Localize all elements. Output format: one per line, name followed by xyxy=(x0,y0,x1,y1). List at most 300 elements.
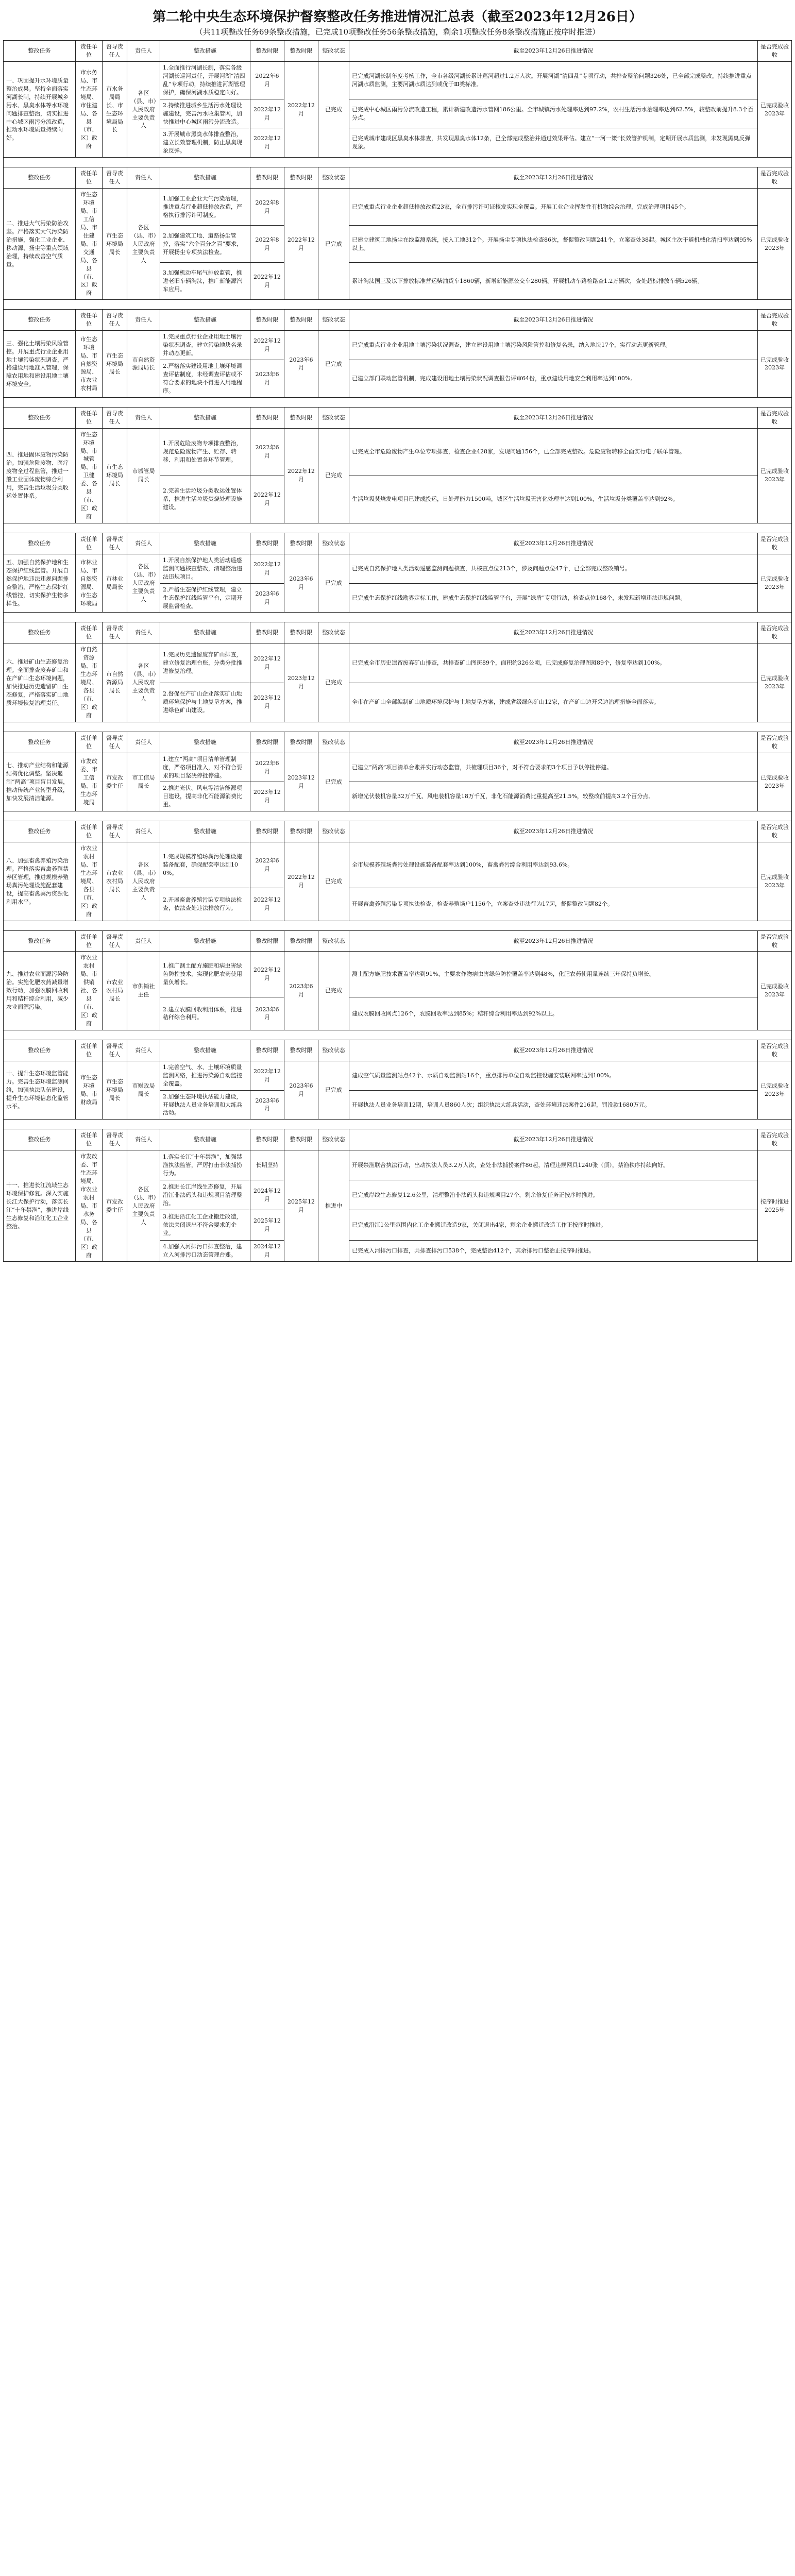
table-row xyxy=(4,842,792,888)
measure-cell: 2.完善生活垃圾分类收运处置体系，推进生活垃圾焚烧处理设施建设。 xyxy=(160,476,250,523)
deadline-cell: 2022年12月 xyxy=(250,99,284,128)
column-header-responsible: 责任人 xyxy=(127,407,160,428)
column-header-deadline: 整改时限 xyxy=(250,622,284,643)
column-header-target-deadline: 整改时限 xyxy=(284,167,318,189)
column-header-status: 整改状态 xyxy=(318,732,349,753)
column-header-status: 整改状态 xyxy=(318,167,349,189)
measure-cell: 2.建立农膜回收利用体系，推进秸秆综合利用。 xyxy=(160,997,250,1030)
column-header-leader: 督导责任人 xyxy=(103,533,127,554)
column-header-measure: 整改措施 xyxy=(160,930,250,952)
section-spacer-cell xyxy=(4,397,792,407)
target-deadline-cell: 2023年6月 xyxy=(284,331,318,398)
section-spacer-cell xyxy=(4,300,792,310)
measure-cell: 1.完善空气、水、土壤环境质量监测网络，推进污染源自动监控全覆盖。 xyxy=(160,1061,250,1090)
leader-cell: 市发改委主任 xyxy=(103,753,127,811)
column-header-status: 整改状态 xyxy=(318,1129,349,1150)
section-spacer xyxy=(4,1030,792,1040)
progress-cell: 开展执法人员业务培训12期，培训人员860人次；组织执法大练兵活动，查处环境违法案件216起，罚没款1680万元。 xyxy=(349,1090,758,1120)
acceptance-cell xyxy=(758,753,792,811)
acceptance-cell xyxy=(758,189,792,300)
section-spacer-cell xyxy=(4,523,792,533)
column-header-responsible: 责任人 xyxy=(127,622,160,643)
column-header-status: 整改状态 xyxy=(318,821,349,842)
task-cell: 七、推动产业结构和能源结构优化调整。坚决遏制“两高”项目盲目发展，推动传统产业转型升级，加快发展清洁能源。 xyxy=(4,753,76,811)
status-cell: 已完成 xyxy=(318,331,349,398)
progress-cell: 生活垃圾焚烧发电项目已建成投运，日处理能力1500吨，城区生活垃圾无害化处理率达到100%，生活垃圾分类覆盖率达到92%。 xyxy=(349,476,758,523)
status-cell: 已完成 xyxy=(318,753,349,811)
column-header-status: 整改状态 xyxy=(318,622,349,643)
acceptance-status: 已完成验收 xyxy=(760,675,789,682)
column-header-responsible: 责任人 xyxy=(127,821,160,842)
table-row xyxy=(4,331,792,360)
accept-time: 2023年 xyxy=(765,882,785,889)
unit-cell: 市发改委、市工信局、市生态环境局 xyxy=(76,753,103,811)
column-header-progress-2023: 截至2023年12月26日推进情况 xyxy=(349,533,758,554)
deadline-cell: 2022年12月 xyxy=(250,1061,284,1090)
column-header-task: 整改任务 xyxy=(4,1129,76,1150)
table-row xyxy=(4,189,792,226)
acceptance-status: 已完成验收 xyxy=(760,873,789,880)
table-row xyxy=(4,554,792,583)
acceptance-status: 已完成验收 xyxy=(760,468,789,475)
column-header-status: 整改状态 xyxy=(318,407,349,428)
column-header-target-deadline: 整改时限 xyxy=(284,732,318,753)
status-cell: 已完成 xyxy=(318,952,349,1030)
acceptance-cell xyxy=(758,1150,792,1262)
leader-cell: 市生态环境局局长 xyxy=(103,189,127,300)
leader-cell: 市农业农村局局长 xyxy=(103,952,127,1030)
column-header-status: 整改状态 xyxy=(318,533,349,554)
section-spacer-cell xyxy=(4,722,792,732)
column-header-unit: 责任单位 xyxy=(76,1040,103,1061)
deadline-cell: 2023年6月 xyxy=(250,997,284,1030)
acceptance-cell xyxy=(758,331,792,398)
unit-cell: 市林业局、市自然资源局、市生态环境局 xyxy=(76,554,103,613)
deadline-cell: 2022年6月 xyxy=(250,428,284,476)
column-header-responsible: 责任人 xyxy=(127,1040,160,1061)
table-row xyxy=(4,952,792,997)
table-row xyxy=(4,643,792,683)
column-header-responsible: 责任人 xyxy=(127,732,160,753)
column-header-target-deadline: 整改时限 xyxy=(284,41,318,62)
responsible-cell: 市财政局局长 xyxy=(127,1061,160,1120)
task-cell: 五、加强自然保护地和生态保护红线监管。开展自然保护地违法违规问题排查整治，严格生态保护红线管控，切实保护生物多样性。 xyxy=(4,554,76,613)
unit-cell: 市农业农村局、市供销社、各县（市、区）政府 xyxy=(76,952,103,1030)
measure-cell: 1.落实长江“十年禁渔”，加强禁渔执法监管，严厉打击非法捕捞行为。 xyxy=(160,1150,250,1180)
column-header-acceptance: 是否完成验收 xyxy=(758,533,792,554)
section-spacer xyxy=(4,300,792,310)
column-header-measure: 整改措施 xyxy=(160,1129,250,1150)
accept-time: 2023年 xyxy=(765,991,785,998)
column-header-deadline: 整改时限 xyxy=(250,167,284,189)
column-header-deadline: 整改时限 xyxy=(250,732,284,753)
column-header-unit: 责任单位 xyxy=(76,407,103,428)
task-cell: 九、推进农业面源污染防治。实施化肥农药减量增效行动，加强农膜回收利用和秸秆综合利用，减少农业面源污染。 xyxy=(4,952,76,1030)
column-header-measure: 整改措施 xyxy=(160,732,250,753)
section-spacer xyxy=(4,811,792,821)
leader-cell: 市水务局局长、市生态环境局局长 xyxy=(103,61,127,157)
measure-cell: 1.推广测土配方施肥和病虫害绿色防控技术，实现化肥农药使用量负增长。 xyxy=(160,952,250,997)
column-header-progress-2023: 截至2023年12月26日推进情况 xyxy=(349,622,758,643)
progress-cell: 新增光伏装机容量32万千瓦、风电装机容量18万千瓦，非化石能源消费比重提高至21.5%，较整改前提高3.2个百分点。 xyxy=(349,782,758,811)
document-subtitle: （共11项整改任务69条整改措施，已完成10项整改任务56条整改措施，剩余1项整改任务8条整改措施正按序时推进） xyxy=(195,27,600,37)
column-header-progress-2023: 截至2023年12月26日推进情况 xyxy=(349,407,758,428)
leader-cell: 市发改委主任 xyxy=(103,1150,127,1262)
deadline-cell: 2025年12月 xyxy=(250,1210,284,1240)
unit-cell: 市自然资源局、市生态环境局、各县（市、区）政府 xyxy=(76,643,103,722)
task-cell: 四、推进固体废物污染防治。加强危险废物、医疗废物全过程监管，推进一般工业固体废物综合利用，完善生活垃圾分类收运处置体系。 xyxy=(4,428,76,523)
column-header-acceptance: 是否完成验收 xyxy=(758,622,792,643)
measure-cell: 2.督促在产矿山企业落实矿山地质环境保护与土地复垦方案，推进绿色矿山建设。 xyxy=(160,683,250,722)
deadline-cell: 2022年12月 xyxy=(250,476,284,523)
target-deadline-cell: 2023年12月 xyxy=(284,753,318,811)
column-header-task: 整改任务 xyxy=(4,821,76,842)
column-header-unit: 责任单位 xyxy=(76,310,103,331)
acceptance-status: 已完成验收 xyxy=(760,1082,789,1090)
column-header-responsible: 责任人 xyxy=(127,930,160,952)
task-cell: 一、巩固提升水环境质量整治成果。坚持全面落实河湖长制，持续开展城乡污水、黑臭水体等水环境问题排查整治，切实推进中心城区雨污分流改造，推动水环境质量持续向好。 xyxy=(4,61,76,157)
column-header-status: 整改状态 xyxy=(318,41,349,62)
table-row xyxy=(4,1150,792,1180)
measure-cell: 1.建立“两高”项目清单管理制度，严格项目准入，对不符合要求的项目坚决停批停建。 xyxy=(160,753,250,782)
responsible-cell: 各区（县、市）人民政府主要负责人 xyxy=(127,189,160,300)
measure-cell: 2.加强生态环境执法能力建设，开展执法人员业务培训和大练兵活动。 xyxy=(160,1090,250,1120)
unit-cell: 市生态环境局、市城管局、市卫健委、各县（市、区）政府 xyxy=(76,428,103,523)
responsible-cell: 市城管局局长 xyxy=(127,428,160,523)
section-spacer xyxy=(4,1120,792,1129)
deadline-cell: 2022年12月 xyxy=(250,554,284,583)
table-header-row xyxy=(4,533,792,554)
column-header-measure: 整改措施 xyxy=(160,1040,250,1061)
column-header-leader: 督导责任人 xyxy=(103,1129,127,1150)
column-header-acceptance: 是否完成验收 xyxy=(758,1129,792,1150)
target-deadline-cell: 2023年6月 xyxy=(284,952,318,1030)
accept-time: 2025年 xyxy=(765,1206,785,1213)
deadline-cell: 2024年12月 xyxy=(250,1180,284,1210)
accept-time: 2023年 xyxy=(765,110,785,117)
leader-cell: 市自然资源局局长 xyxy=(103,643,127,722)
section-spacer xyxy=(4,613,792,622)
section-spacer xyxy=(4,158,792,167)
column-header-progress-2023: 截至2023年12月26日推进情况 xyxy=(349,732,758,753)
column-header-unit: 责任单位 xyxy=(76,167,103,189)
responsible-cell: 各区（县、市）人民政府主要负责人 xyxy=(127,61,160,157)
document-page xyxy=(0,0,795,1272)
column-header-leader: 督导责任人 xyxy=(103,167,127,189)
progress-cell: 已完成中心城区雨污分流改造工程，累计新建改造污水管网186公里。全市城镇污水处理率达到97.2%，农村生活污水治理率达到62.5%，较整改前提升8.3个百分点。 xyxy=(349,99,758,128)
section-spacer xyxy=(4,921,792,930)
column-header-leader: 督导责任人 xyxy=(103,310,127,331)
progress-cell: 建成农膜回收网点126个，农膜回收率达到85%；秸秆综合利用率达到92%以上。 xyxy=(349,997,758,1030)
deadline-cell: 2024年12月 xyxy=(250,1240,284,1262)
progress-cell: 全市规模养殖场粪污处理设施装备配套率达到100%，畜禽粪污综合利用率达到93.6%。 xyxy=(349,842,758,888)
column-header-responsible: 责任人 xyxy=(127,310,160,331)
measure-cell: 2.推进光伏、风电等清洁能源项目建设，提高非化石能源消费比重。 xyxy=(160,782,250,811)
column-header-leader: 督导责任人 xyxy=(103,41,127,62)
measure-cell: 4.加强入河排污口排查整治，建立入河排污口动态管理台账。 xyxy=(160,1240,250,1262)
column-header-target-deadline: 整改时限 xyxy=(284,1040,318,1061)
target-deadline-cell: 2023年6月 xyxy=(284,554,318,613)
responsible-cell: 市供销社主任 xyxy=(127,952,160,1030)
status-cell: 已完成 xyxy=(318,1061,349,1120)
column-header-progress-2023: 截至2023年12月26日推进情况 xyxy=(349,41,758,62)
column-header-target-deadline: 整改时限 xyxy=(284,533,318,554)
column-header-measure: 整改措施 xyxy=(160,310,250,331)
column-header-deadline: 整改时限 xyxy=(250,1129,284,1150)
section-spacer-cell xyxy=(4,1120,792,1129)
progress-cell: 已建立建筑工地扬尘在线监测系统，接入工地312个。开展扬尘专项执法检查86次，督促整改问题241个，立案查处38起。城区主次干道机械化清扫率达到95%以上。 xyxy=(349,226,758,263)
acceptance-status: 已完成验收 xyxy=(760,101,789,109)
unit-cell: 市生态环境局、市工信局、市住建局、市交通局、各县（市、区）政府 xyxy=(76,189,103,300)
deadline-cell: 2022年6月 xyxy=(250,61,284,99)
unit-cell: 市农业农村局、市生态环境局、各县（市、区）政府 xyxy=(76,842,103,921)
progress-cell: 已完成沿江1公里范围内化工企业搬迁改造9家，关闭退出4家，剩余企业搬迁改造工作正按序时推进。 xyxy=(349,1210,758,1240)
measure-cell: 1.全面推行河湖长制，落实各级河湖长巡河责任，开展河湖“清四乱”专项行动，持续推进河湖管理保护，确保河湖水质稳定向好。 xyxy=(160,61,250,99)
status-cell: 已完成 xyxy=(318,554,349,613)
progress-cell: 开展畜禽养殖污染专项执法检查，检查养殖场户1156个，立案查处违法行为17起，督促整改问题82个。 xyxy=(349,888,758,921)
column-header-deadline: 整改时限 xyxy=(250,1040,284,1061)
deadline-cell: 2022年8月 xyxy=(250,226,284,263)
acceptance-status: 已完成验收 xyxy=(760,356,789,363)
acceptance-cell xyxy=(758,1061,792,1120)
measure-cell: 1.完成重点行业企业用地土壤污染状况调查，建立污染地块名录并动态更新。 xyxy=(160,331,250,360)
progress-cell: 已完成岸线生态修复12.6公里，清理整治非法码头和违规项目27个，剩余修复任务正按序时推进。 xyxy=(349,1180,758,1210)
column-header-leader: 督导责任人 xyxy=(103,821,127,842)
column-header-acceptance: 是否完成验收 xyxy=(758,310,792,331)
deadline-cell: 2022年12月 xyxy=(250,128,284,158)
target-deadline-cell: 2023年12月 xyxy=(284,643,318,722)
column-header-acceptance: 是否完成验收 xyxy=(758,167,792,189)
column-header-leader: 督导责任人 xyxy=(103,407,127,428)
column-header-leader: 督导责任人 xyxy=(103,930,127,952)
measure-cell: 1.完成规模养殖场粪污处理设施装备配套，确保配套率达到100%。 xyxy=(160,842,250,888)
column-header-deadline: 整改时限 xyxy=(250,310,284,331)
progress-cell: 已完成重点行业企业用地土壤污染状况调查，建立建设用地土壤污染风险管控和修复名录，纳入地块17个，实行动态更新管理。 xyxy=(349,331,758,360)
column-header-unit: 责任单位 xyxy=(76,41,103,62)
target-deadline-cell: 2022年12月 xyxy=(284,189,318,300)
column-header-measure: 整改措施 xyxy=(160,167,250,189)
column-header-target-deadline: 整改时限 xyxy=(284,1129,318,1150)
acceptance-status: 已完成验收 xyxy=(760,774,789,781)
column-header-task: 整改任务 xyxy=(4,310,76,331)
task-cell: 六、推进矿山生态修复治理。全面排查废弃矿山和在产矿山生态环境问题，加快推进历史遗留矿山生态修复，严格落实矿山地质环境恢复治理责任。 xyxy=(4,643,76,722)
progress-cell: 已完成城市建成区黑臭水体排查，共发现黑臭水体12条，已全部完成整治并通过效果评估。建立“一河一策”长效管护机制，定期开展水质监测，未发现黑臭反弹现象。 xyxy=(349,128,758,158)
unit-cell: 市水务局、市生态环境局、市住建局、各县（市、区）政府 xyxy=(76,61,103,157)
status-cell: 已完成 xyxy=(318,61,349,157)
column-header-task: 整改任务 xyxy=(4,732,76,753)
accept-time: 2023年 xyxy=(765,584,785,591)
column-header-measure: 整改措施 xyxy=(160,407,250,428)
section-spacer-cell xyxy=(4,158,792,167)
column-header-target-deadline: 整改时限 xyxy=(284,310,318,331)
acceptance-status: 已完成验收 xyxy=(760,983,789,990)
progress-cell: 建成空气质量监测站点42个、水质自动监测站16个，重点排污单位自动监控设施安装联网率达到100%。 xyxy=(349,1061,758,1090)
column-header-progress-2023: 截至2023年12月26日推进情况 xyxy=(349,310,758,331)
progress-cell: 已建立部门联动监管机制，完成建设用地土壤污染状况调查报告评审64份，重点建设用地安全利用率达到100%。 xyxy=(349,360,758,398)
deadline-cell: 2022年6月 xyxy=(250,842,284,888)
column-header-status: 整改状态 xyxy=(318,1040,349,1061)
column-header-task: 整改任务 xyxy=(4,407,76,428)
responsible-cell: 各区（县、市）人民政府主要负责人 xyxy=(127,643,160,722)
deadline-cell: 2023年6月 xyxy=(250,360,284,398)
deadline-cell: 2022年12月 xyxy=(250,331,284,360)
status-cell: 已完成 xyxy=(318,842,349,921)
table-row xyxy=(4,1061,792,1090)
table-header-row xyxy=(4,622,792,643)
table-header-row xyxy=(4,732,792,753)
task-cell: 十、提升生态环境监管能力。完善生态环境监测网络，加强执法队伍建设，提升生态环境信息化监管水平。 xyxy=(4,1061,76,1120)
table-header-row xyxy=(4,1040,792,1061)
table-header-row xyxy=(4,1129,792,1150)
responsible-cell: 各区（县、市）人民政府主要负责人 xyxy=(127,1150,160,1262)
accept-time: 2023年 xyxy=(765,476,785,483)
progress-cell: 已完成生态保护红线勘界定标工作，建成生态保护红线监管平台，开展“绿盾”专项行动，检查点位168个，未发现新增违法违规问题。 xyxy=(349,583,758,613)
column-header-target-deadline: 整改时限 xyxy=(284,821,318,842)
table-header-row xyxy=(4,407,792,428)
task-cell: 十一、推进长江流域生态环境保护修复。深入实施长江大保护行动，落实长江“十年禁渔”，推进岸线生态修复和沿江化工企业整治。 xyxy=(4,1150,76,1262)
accept-time: 2023年 xyxy=(765,364,785,371)
table-row xyxy=(4,61,792,99)
column-header-measure: 整改措施 xyxy=(160,533,250,554)
progress-cell: 累计淘汰国三及以下排放标准营运柴油货车1860辆，新增新能源公交车280辆。开展机动车路检路查1.2万辆次，查处超标排放车辆526辆。 xyxy=(349,263,758,300)
section-spacer-cell xyxy=(4,1030,792,1040)
column-header-acceptance: 是否完成验收 xyxy=(758,41,792,62)
leader-cell: 市生态环境局局长 xyxy=(103,428,127,523)
deadline-cell: 2022年8月 xyxy=(250,189,284,226)
column-header-leader: 督导责任人 xyxy=(103,1040,127,1061)
table-row xyxy=(4,428,792,476)
accept-time: 2023年 xyxy=(765,244,785,251)
column-header-task: 整改任务 xyxy=(4,533,76,554)
progress-cell: 开展禁渔联合执法行动，出动执法人员3.2万人次，查处非法捕捞案件86起，清理违规网具1240张（顶），禁渔秩序持续向好。 xyxy=(349,1150,758,1180)
task-cell: 八、加强畜禽养殖污染治理。严格落实畜禽养殖禁养区管理，推进规模养殖场粪污处理设施配套建设，提高畜禽粪污资源化利用水平。 xyxy=(4,842,76,921)
column-header-target-deadline: 整改时限 xyxy=(284,407,318,428)
column-header-unit: 责任单位 xyxy=(76,732,103,753)
column-header-deadline: 整改时限 xyxy=(250,407,284,428)
column-header-task: 整改任务 xyxy=(4,41,76,62)
progress-cell: 已建立“两高”项目清单台账并实行动态监管，共梳理项目36个，对不符合要求的3个项目予以停批停建。 xyxy=(349,753,758,782)
deadline-cell: 2023年12月 xyxy=(250,683,284,722)
column-header-target-deadline: 整改时限 xyxy=(284,622,318,643)
measure-cell: 2.开展畜禽养殖污染专项执法检查，依法查处违法排放行为。 xyxy=(160,888,250,921)
column-header-responsible: 责任人 xyxy=(127,1129,160,1150)
deadline-cell: 2022年12月 xyxy=(250,952,284,997)
measure-cell: 1.完成历史遗留废弃矿山排查，建立修复治理台账，分类分批推进修复治理。 xyxy=(160,643,250,683)
column-header-acceptance: 是否完成验收 xyxy=(758,407,792,428)
column-header-status: 整改状态 xyxy=(318,310,349,331)
target-deadline-cell: 2025年12月 xyxy=(284,1150,318,1262)
status-cell: 已完成 xyxy=(318,189,349,300)
document-title: 第二轮中央生态环境保护督察整改任务推进情况汇总表（截至2023年12月26日） xyxy=(153,9,642,25)
acceptance-cell xyxy=(758,428,792,523)
deadline-cell: 2023年6月 xyxy=(250,583,284,613)
column-header-deadline: 整改时限 xyxy=(250,533,284,554)
measure-cell: 3.开展城市黑臭水体排查整治，建立长效管理机制，防止黑臭现象反弹。 xyxy=(160,128,250,158)
measure-cell: 2.严格生态保护红线管理，建立生态保护红线监管平台，定期开展监督检查。 xyxy=(160,583,250,613)
section-spacer xyxy=(4,397,792,407)
measure-cell: 3.加强机动车尾气排放监管，推进老旧车辆淘汰，推广新能源汽车应用。 xyxy=(160,263,250,300)
progress-cell: 已完成入河排污口排查，共排查排污口538个，完成整治412个，其余排污口整治正按序时推进。 xyxy=(349,1240,758,1262)
measure-cell: 2.推进长江岸线生态修复，开展沿江非法码头和违规项目清理整治。 xyxy=(160,1180,250,1210)
column-header-task: 整改任务 xyxy=(4,167,76,189)
acceptance-cell xyxy=(758,643,792,722)
deadline-cell: 长期坚持 xyxy=(250,1150,284,1180)
column-header-responsible: 责任人 xyxy=(127,533,160,554)
table-header-row xyxy=(4,167,792,189)
acceptance-cell xyxy=(758,952,792,1030)
column-header-deadline: 整改时限 xyxy=(250,41,284,62)
target-deadline-cell: 2023年6月 xyxy=(284,1061,318,1120)
column-header-unit: 责任单位 xyxy=(76,533,103,554)
accept-time: 2023年 xyxy=(765,683,785,690)
measure-cell: 2.严格落实建设用地土壤环境调查评估制度，未经调查评估或不符合要求的地块不得进入用地程序。 xyxy=(160,360,250,398)
leader-cell: 市生态环境局局长 xyxy=(103,331,127,398)
column-header-acceptance: 是否完成验收 xyxy=(758,732,792,753)
acceptance-cell xyxy=(758,842,792,921)
deadline-cell: 2023年12月 xyxy=(250,782,284,811)
task-cell: 二、推进大气污染防治攻坚。严格落实大气污染防治措施，强化工业企业、移动源、扬尘等重点领域治理，持续改善空气质量。 xyxy=(4,189,76,300)
responsible-cell: 各区（县、市）人民政府主要负责人 xyxy=(127,554,160,613)
column-header-measure: 整改措施 xyxy=(160,41,250,62)
column-header-acceptance: 是否完成验收 xyxy=(758,821,792,842)
column-header-unit: 责任单位 xyxy=(76,1129,103,1150)
deadline-cell: 2022年6月 xyxy=(250,753,284,782)
leader-cell: 市林业局局长 xyxy=(103,554,127,613)
column-header-deadline: 整改时限 xyxy=(250,821,284,842)
status-cell: 已完成 xyxy=(318,643,349,722)
deadline-cell: 2022年12月 xyxy=(250,263,284,300)
unit-cell: 市生态环境局、市财政局 xyxy=(76,1061,103,1120)
measure-cell: 1.加强工业企业大气污染治理，推进重点行业超低排放改造，严格执行排污许可制度。 xyxy=(160,189,250,226)
unit-cell: 市生态环境局、市自然资源局、市农业农村局 xyxy=(76,331,103,398)
acceptance-status: 已完成验收 xyxy=(760,575,789,583)
column-header-progress-2023: 截至2023年12月26日推进情况 xyxy=(349,1040,758,1061)
column-header-responsible: 责任人 xyxy=(127,167,160,189)
measure-cell: 2.加强建筑工地、道路扬尘管控，落实“六个百分之百”要求，开展扬尘专项执法检查。 xyxy=(160,226,250,263)
target-deadline-cell: 2022年12月 xyxy=(284,428,318,523)
column-header-progress-2023: 截至2023年12月26日推进情况 xyxy=(349,167,758,189)
table-header-row xyxy=(4,41,792,62)
table-row xyxy=(4,753,792,782)
progress-cell: 已完成重点行业企业超低排放改造23家，全市排污许可证核发实现全覆盖。开展工业企业挥发性有机物综合治理，完成治理项目45个。 xyxy=(349,189,758,226)
deadline-cell: 2022年12月 xyxy=(250,643,284,683)
progress-cell: 已完成全市历史遗留废弃矿山排查，共排查矿山图斑89个，面积约326公顷，已完成修复治理图斑89个，修复率达到100%。 xyxy=(349,643,758,683)
column-header-status: 整改状态 xyxy=(318,930,349,952)
column-header-target-deadline: 整改时限 xyxy=(284,930,318,952)
section-spacer-cell xyxy=(4,613,792,622)
section-spacer xyxy=(4,523,792,533)
deadline-cell: 2023年6月 xyxy=(250,1090,284,1120)
column-header-deadline: 整改时限 xyxy=(250,930,284,952)
progress-cell: 已完成河湖长制年度考核工作，全市各级河湖长累计巡河超过1.2万人次。开展河湖“清四乱”专项行动，共排查整治问题326处，已全部完成整改。持续推进重点河湖水质监测，主要河湖水质达到或优于Ⅲ类标准。 xyxy=(349,61,758,99)
leader-cell: 市农业农村局局长 xyxy=(103,842,127,921)
column-header-task: 整改任务 xyxy=(4,622,76,643)
acceptance-cell xyxy=(758,61,792,157)
accept-time: 2023年 xyxy=(765,1091,785,1098)
responsible-cell: 各区（县、市）人民政府主要负责人 xyxy=(127,842,160,921)
responsible-cell: 市自然资源局局长 xyxy=(127,331,160,398)
column-header-acceptance: 是否完成验收 xyxy=(758,930,792,952)
column-header-responsible: 责任人 xyxy=(127,41,160,62)
measure-cell: 2.持续推进城乡生活污水处理设施建设，完善污水收集管网，加快推进中心城区雨污分流改造。 xyxy=(160,99,250,128)
column-header-leader: 督导责任人 xyxy=(103,622,127,643)
column-header-acceptance: 是否完成验收 xyxy=(758,1040,792,1061)
measure-cell: 3.推进沿江化工企业搬迁改造，依法关闭退出不符合要求的企业。 xyxy=(160,1210,250,1240)
status-cell: 推进中 xyxy=(318,1150,349,1262)
measure-cell: 1.开展自然保护地人类活动遥感监测问题核查整改，清理整治违法违规项目。 xyxy=(160,554,250,583)
column-header-progress-2023: 截至2023年12月26日推进情况 xyxy=(349,821,758,842)
unit-cell: 市发改委、市生态环境局、市农业农村局、市水务局、各县（市、区）政府 xyxy=(76,1150,103,1262)
